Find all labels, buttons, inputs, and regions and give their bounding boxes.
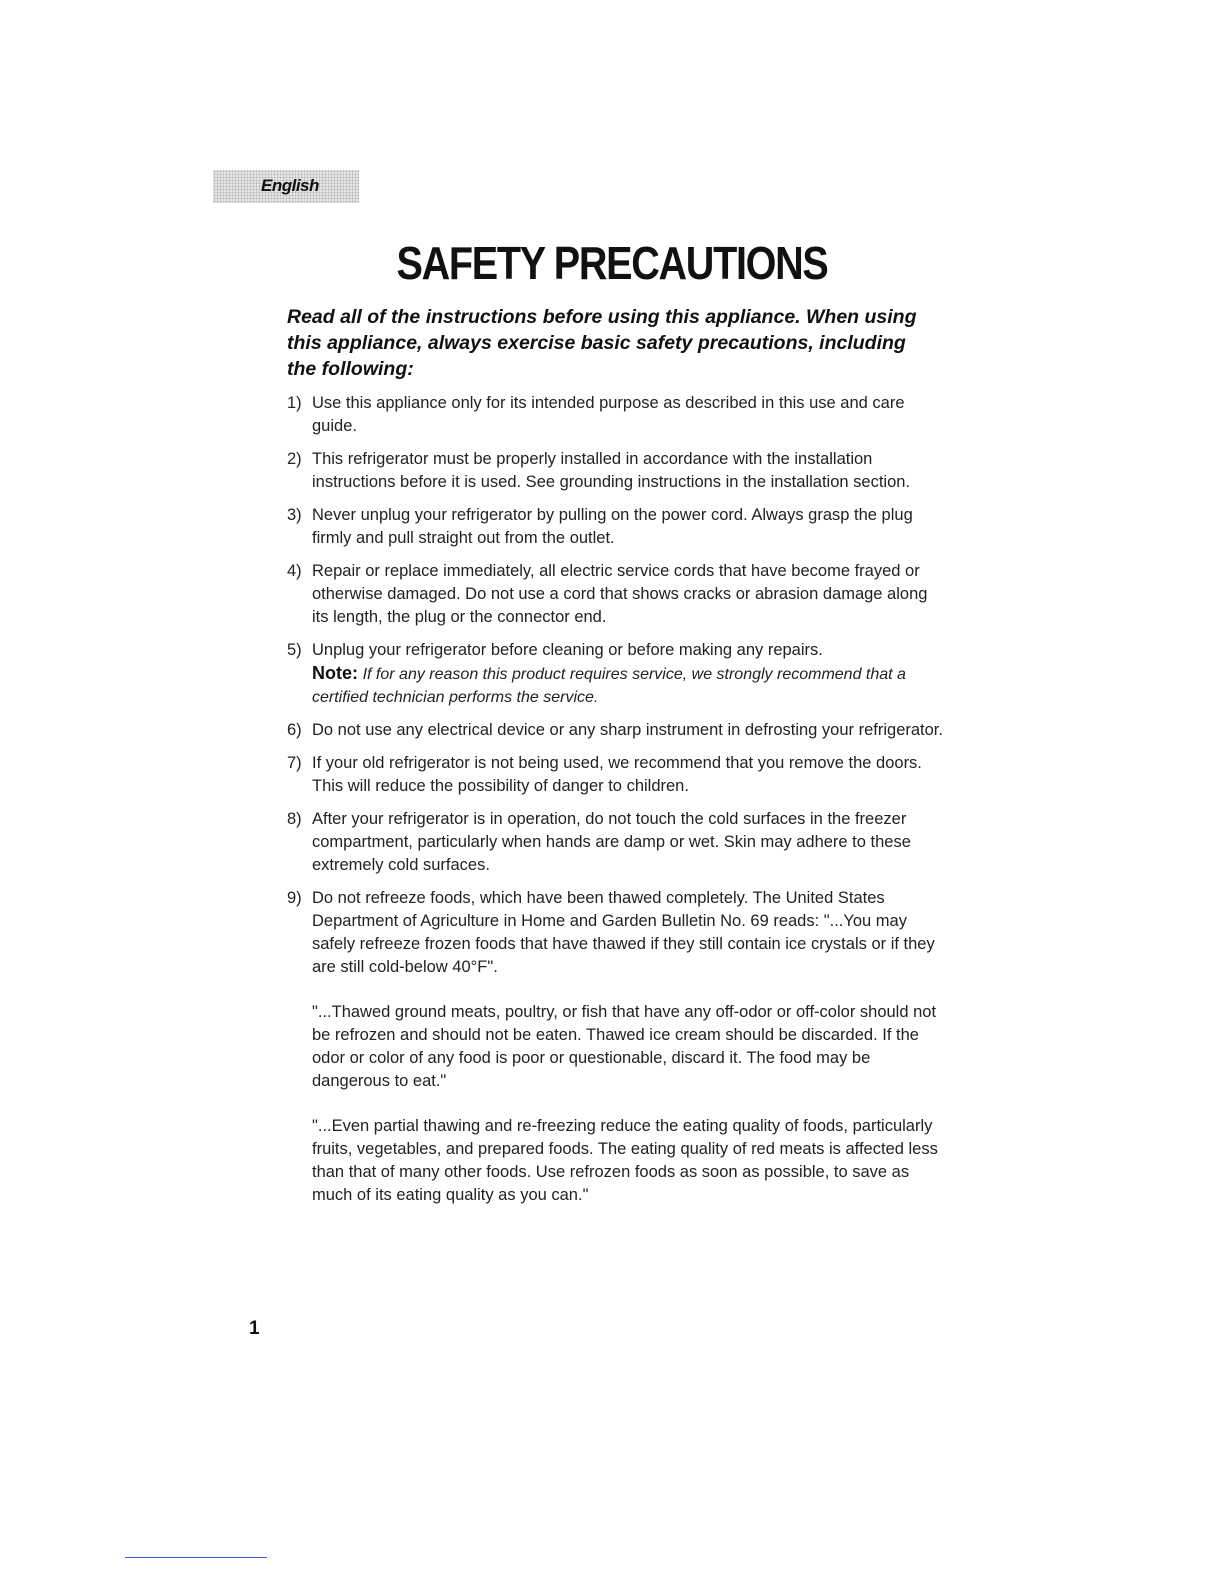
item-number: 5) bbox=[287, 641, 302, 659]
list-item bbox=[287, 719, 947, 742]
item-number: 4) bbox=[287, 562, 302, 580]
item-text: This refrigerator must be properly installed in accordance with the installation instructions before it is used. See grounding instructions in the installation section. bbox=[312, 450, 911, 491]
page-number: 1 bbox=[249, 1318, 260, 1339]
list-item bbox=[287, 448, 947, 494]
item-text: After your refrigerator is in operation, do not touch the cold surfaces in the freezer compartment, particularly when hands are damp or wet. Skin may adhere to these extremely cold surfaces. bbox=[312, 810, 911, 874]
item-number: 3) bbox=[287, 506, 302, 524]
list-item bbox=[287, 392, 947, 438]
item-number: 8) bbox=[287, 810, 302, 828]
item-number: 9) bbox=[287, 889, 302, 907]
item-text: Do not refreeze foods, which have been thawed completely. The United States Department of Agriculture in Home and Garden Bulletin No. 69 reads: "...You may safely refreeze frozen foods that have thawed if they still contain ice crystals or if they are still cold-below 40°F". bbox=[312, 889, 935, 976]
list-item bbox=[287, 560, 947, 629]
item-text: Do not use any electrical device or any sharp instrument in defrosting your refrigerator. bbox=[312, 721, 943, 739]
item-number: 2) bbox=[287, 450, 302, 468]
language-tab bbox=[213, 170, 359, 203]
item-text: Unplug your refrigerator before cleaning or before making any repairs. bbox=[312, 641, 823, 659]
language-label: English bbox=[261, 176, 319, 195]
item-text: Use this appliance only for its intended purpose as described in this use and care guide. bbox=[312, 394, 905, 435]
list-item bbox=[287, 808, 947, 877]
quote-paragraph: "...Thawed ground meats, poultry, or fish that have any off-odor or off-color should not be refrozen and should not be eaten. Thawed ice cream should be discarded. If the odor or color of any food is poor or questionable, discard it. The food may be dangerous to eat." bbox=[312, 1003, 937, 1090]
list-item bbox=[287, 639, 947, 709]
item-number: 7) bbox=[287, 754, 302, 772]
list-item bbox=[287, 887, 947, 1207]
footer-divider bbox=[125, 1557, 267, 1558]
note-label: Note: bbox=[312, 663, 358, 683]
safety-list bbox=[287, 392, 947, 1217]
item-text: Never unplug your refrigerator by pulling on the power cord. Always grasp the plug firmly and pull straight out from the outlet. bbox=[312, 506, 913, 547]
intro-text: Read all of the instructions before using this appliance. When using this appliance, always exercise basic safety precautions, including the following: bbox=[287, 306, 917, 380]
list-item bbox=[287, 504, 947, 550]
page-title: SAFETY PRECAUTIONS bbox=[396, 237, 828, 289]
list-item bbox=[287, 752, 947, 798]
quote-paragraph: "...Even partial thawing and re-freezing reduce the eating quality of foods, particularly fruits, vegetables, and prepared foods. The eating quality of red meats is affected less than that of many other foods. Use refrozen foods as soon as possible, to save as much of its eating quality as you can." bbox=[312, 1117, 938, 1204]
item-number: 1) bbox=[287, 394, 302, 412]
item-text: Repair or replace immediately, all electric service cords that have become frayed or otherwise damaged. Do not use a cord that shows cracks or abrasion damage along its length, the plug or the connector end. bbox=[312, 562, 928, 626]
item-number: 6) bbox=[287, 721, 302, 739]
note-text: If for any reason this product requires service, we strongly recommend that a certified technician performs the service. bbox=[312, 666, 906, 706]
item-text: If your old refrigerator is not being used, we recommend that you remove the doors. This will reduce the possibility of danger to children. bbox=[312, 754, 922, 795]
